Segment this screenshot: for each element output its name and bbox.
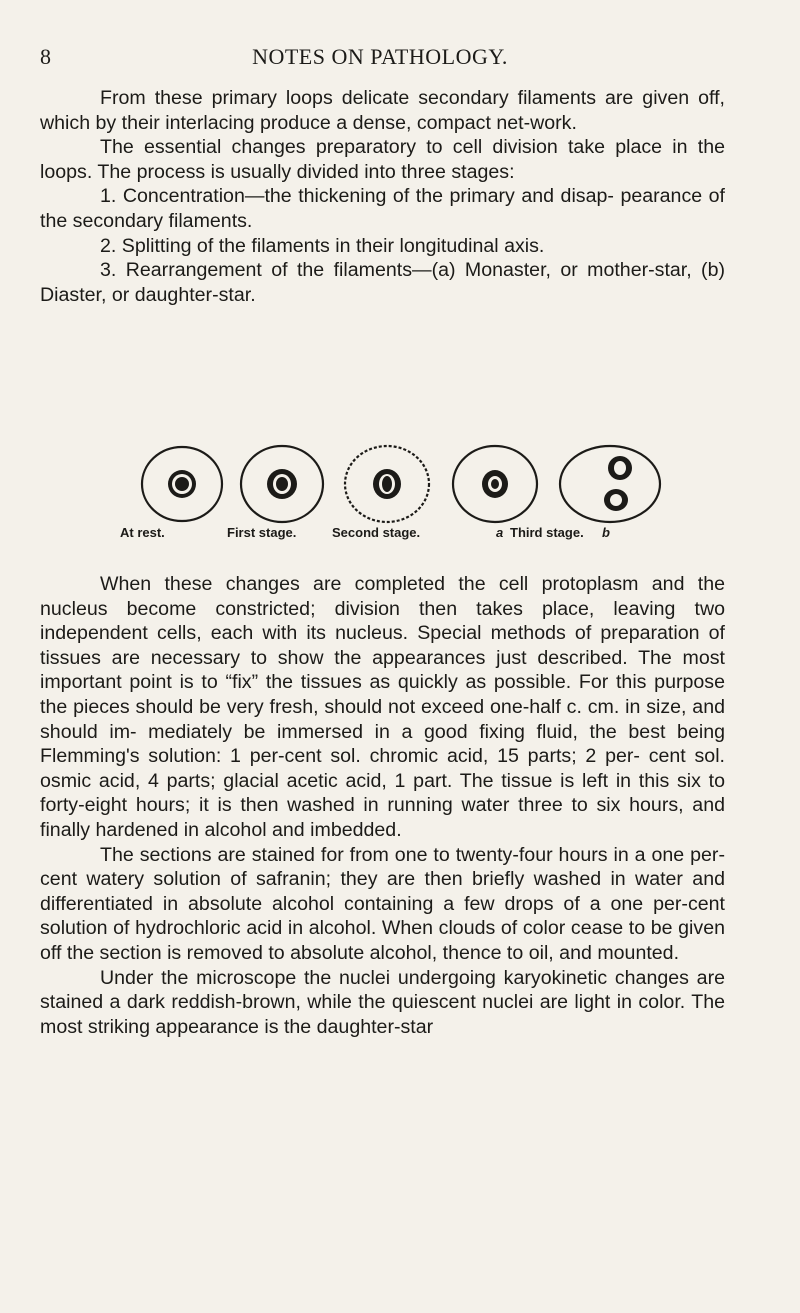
paragraph: The essential changes preparatory to cell division take place in the loops. The process is usually divided into three stages: [40,136,725,183]
caption-second-stage: Second stage. [332,525,421,540]
cell-division-figure [120,444,680,546]
paragraph: When these changes are completed the cell protoplasm and the nucleus become constricted; division then takes place, leaving two independent cells, each with its nucleus. Special methods of preparation of tissues are necessary to show the appearances just described. The most important point is to “fix” the tissues as quickly as possible. For this purpose the pieces should be very fresh, should not exceed one-half c. cm. in size, and should im- mediately be immersed in a good fixing fluid, the best being Flemming's solution: 1 per-cent sol. chromic acid, 15 parts; 2 per- cent sol. osmic acid, 4 parts; glacial acetic acid, 1 part. The tissue is left in this six to forty-eight hours; it is then washed in running water three to six hours, and finally hardened in alcohol and imbedded. [40,573,725,841]
text-block-bottom [40,572,725,1039]
caption-at-rest: At rest. [120,525,165,540]
cell-third-stage-b [560,446,660,522]
text-block-top [40,86,725,307]
caption-third-stage: Third stage. [510,525,584,540]
paragraph: From these primary loops delicate secondary filaments are given off, which by their interlacing produce a dense, compact net-work. [40,87,725,134]
page-header [40,44,720,74]
caption-first-stage: First stage. [227,525,297,540]
paragraph: 3. Rearrangement of the filaments—(a) Monaster, or mother-star, (b) Diaster, or daughter-star. [40,259,725,306]
caption-label-a: a [496,525,504,540]
caption-label-b: b [602,525,610,540]
page-number: 8 [40,44,52,69]
cell-illustrations [140,444,680,524]
paragraph: 2. Splitting of the filaments in their longitudinal axis. [100,234,545,257]
running-title: NOTES ON PATHOLOGY. [252,44,508,69]
paragraph: 1. Concentration—the thickening of the primary and disap- pearance of the secondary filaments. [40,185,725,232]
paragraph: Under the microscope the nuclei undergoing karyokinetic changes are stained a dark reddish-brown, while the quiescent nuclei are light in color. The most striking appearance is the daughter-star [40,966,725,1038]
paragraph: The sections are stained for from one to twenty-four hours in a one per-cent watery solution of safranin; they are then briefly washed in water and differentiated in absolute alcohol containing a few drops of a one per-cent solution of hydrochloric acid in alcohol. When clouds of color cease to be given off the section is removed to absolute alcohol, thence to oil, and mounted. [40,843,725,964]
